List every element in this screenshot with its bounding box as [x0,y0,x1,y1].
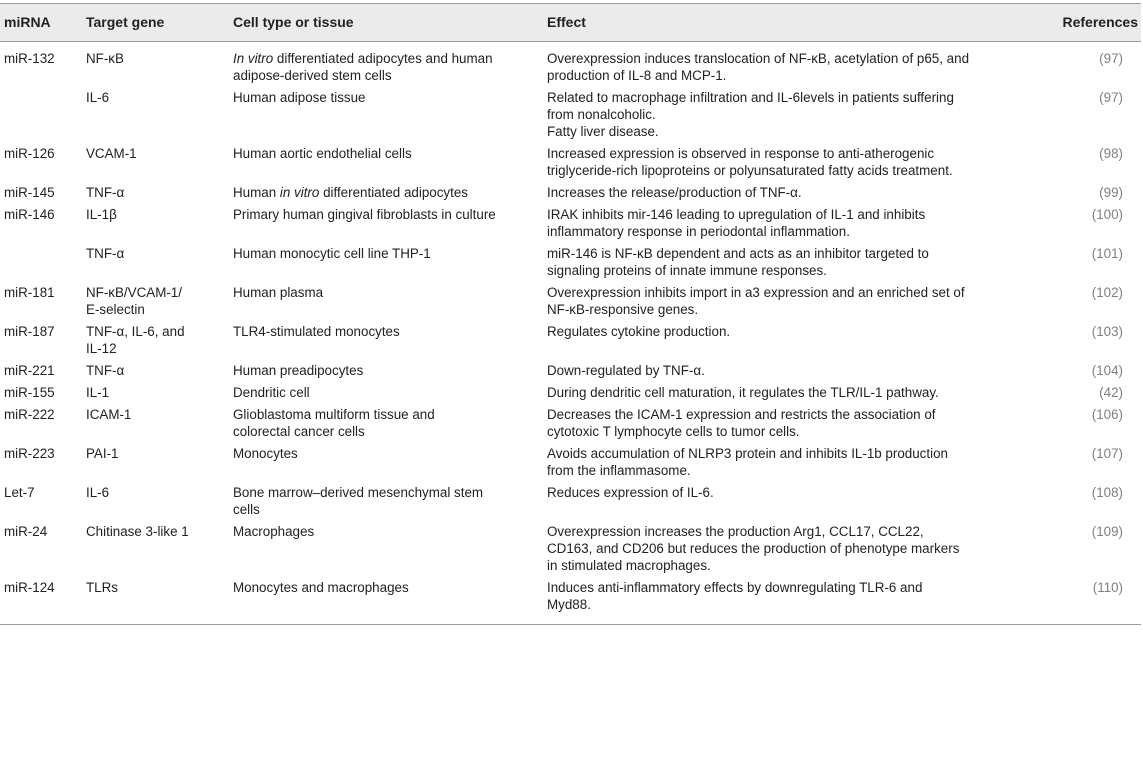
cell-text: differentiated adipocytes and human [273,51,493,66]
cell-text-line: Overexpression induces translocation of NF-κB, acetylation of p65, and [547,51,970,66]
reference-link[interactable]: (106) [1091,407,1123,422]
cell-text-line: Primary human gingival fibroblasts in culture [233,207,496,222]
table-row [0,321,1141,360]
reference-link[interactable]: (101) [1091,246,1123,261]
cell-cell-type [229,443,543,482]
table-body [0,42,1141,625]
cell-mirna: miR-146 [4,207,55,222]
cell-target-gene [82,282,229,321]
cell-target-gene [82,577,229,625]
cell-text-line [233,184,543,201]
cell-mirna [0,243,82,282]
table-row [0,42,1141,88]
cell-effect [543,42,1051,88]
cell-text-line: Human preadipocytes [233,363,364,378]
header-row [0,4,1141,42]
table-row [0,382,1141,404]
reference-link[interactable]: (108) [1091,485,1123,500]
cell-text-line: NF-κB [86,51,124,66]
table-row [0,243,1141,282]
cell-mirna: miR-221 [4,363,55,378]
cell-text-line: ICAM-1 [86,407,132,422]
cell-text-line: Macrophages [233,524,315,539]
cell-text-line: cells [233,502,260,517]
cell-cell-type [229,87,543,143]
cell-text-line: Overexpression inhibits import in a3 expression and an enriched set of [547,285,965,300]
reference-link[interactable]: (103) [1091,324,1123,339]
header-target-gene: Target gene [82,4,229,42]
cell-text-line: Down-regulated by TNF-α. [547,363,705,378]
cell-text-line: IL-12 [86,341,117,356]
reference-link[interactable]: (99) [1099,185,1123,200]
cell-cell-type [229,243,543,282]
cell-text-line [233,50,543,67]
cell-effect [543,404,1051,443]
italic-text: In vitro [233,51,274,66]
cell-text: Human [233,185,280,200]
cell-text-line: Regulates cytokine production. [547,324,731,339]
italic-text: in vitro [279,185,320,200]
cell-text-line: TNF-α [86,246,125,261]
reference-link[interactable]: (42) [1099,385,1123,400]
cell-text-line: TNF-α [86,185,125,200]
cell-cell-type [229,577,543,625]
table-row [0,182,1141,204]
cell-target-gene [82,521,229,577]
cell-text-line: IL-6 [86,90,110,105]
cell-cell-type [229,404,543,443]
cell-text-line: Chitinase 3-like 1 [86,524,189,539]
cell-target-gene [82,42,229,88]
cell-target-gene [82,482,229,521]
table-row [0,360,1141,382]
cell-effect [543,204,1051,243]
cell-text-line: Monocytes [233,446,298,461]
header-references: References [1051,4,1141,42]
cell-text-line: Overexpression increases the production Arg1, CCL17, CCL22, [547,524,924,539]
cell-target-gene [82,382,229,404]
table-row [0,143,1141,182]
cell-text-line: NF-κB/VCAM-1/ [86,285,182,300]
cell-text-line: Dendritic cell [233,385,310,400]
cell-text-line: signaling proteins of innate immune responses. [547,263,827,278]
cell-text-line: E-selectin [86,302,145,317]
cell-cell-type [229,282,543,321]
table-header [0,4,1141,42]
cell-mirna: miR-222 [4,407,55,422]
cell-text-line: from the inflammasome. [547,463,691,478]
cell-text-line: Glioblastoma multiform tissue and [233,407,435,422]
cell-text-line: TLR4-stimulated monocytes [233,324,400,339]
cell-target-gene [82,182,229,204]
cell-cell-type [229,360,543,382]
cell-effect [543,577,1051,625]
cell-cell-type [229,482,543,521]
table-row [0,482,1141,521]
cell-target-gene [82,443,229,482]
cell-cell-type [229,42,543,88]
cell-effect [543,321,1051,360]
cell-effect [543,282,1051,321]
cell-target-gene [82,321,229,360]
cell-text-line: NF-κB-responsive genes. [547,302,699,317]
cell-text-line: Avoids accumulation of NLRP3 protein and inhibits IL-1b production [547,446,948,461]
cell-text-line: TLRs [86,580,118,595]
cell-text-line: TNF-α [86,363,125,378]
cell-mirna: miR-126 [4,146,55,161]
reference-link[interactable]: (98) [1099,146,1123,161]
cell-mirna: miR-124 [0,577,82,625]
cell-target-gene [82,87,229,143]
cell-cell-type [229,204,543,243]
cell-text-line: Fatty liver disease. [547,124,659,139]
cell-text-line: During dendritic cell maturation, it regulates the TLR/IL-1 pathway. [547,385,939,400]
cell-mirna: miR-181 [4,285,55,300]
cell-cell-type [229,143,543,182]
cell-mirna: Let-7 [4,485,35,500]
cell-text-line: VCAM-1 [86,146,137,161]
reference-link[interactable]: (110) [1051,577,1141,625]
reference-link[interactable]: (97) [1099,90,1123,105]
cell-text-line: Bone marrow–derived mesenchymal stem [233,485,484,500]
reference-link[interactable]: (104) [1091,363,1123,378]
cell-text-line: PAI-1 [86,446,119,461]
cell-target-gene [82,243,229,282]
cell-cell-type [229,182,543,204]
cell-target-gene [82,404,229,443]
cell-mirna: miR-132 [4,51,55,66]
reference-link[interactable]: (102) [1091,285,1123,300]
cell-text-line: IL-1β [86,207,117,222]
cell-text-line: Myd88. [547,597,591,612]
cell-text-line: inflammatory response in periodontal inflammation. [547,224,850,239]
cell-mirna: miR-24 [4,524,48,539]
cell-cell-type [229,521,543,577]
cell-text-line: Monocytes and macrophages [233,580,409,595]
cell-effect [543,360,1051,382]
cell-effect [543,87,1051,143]
table-row [0,282,1141,321]
cell-text-line: TNF-α, IL-6, and [86,324,185,339]
cell-mirna: miR-187 [4,324,55,339]
table-row [0,87,1141,143]
cell-effect [543,521,1051,577]
cell-target-gene [82,204,229,243]
header-mirna: miRNA [0,4,82,42]
reference-link[interactable]: (100) [1091,207,1123,222]
cell-text-line: Reduces expression of IL-6. [547,485,714,500]
cell-effect [543,143,1051,182]
cell-text-line: IL-6 [86,485,110,500]
header-cell-type: Cell type or tissue [229,4,543,42]
cell-effect [543,182,1051,204]
table-row [0,404,1141,443]
cell-text-line: from nonalcoholic. [547,107,656,122]
cell-text-line: Induces anti-inflammatory effects by downregulating TLR-6 and [547,580,923,595]
cell-text-line: colorectal cancer cells [233,424,365,439]
reference-link[interactable]: (97) [1099,51,1123,66]
cell-text-line: adipose-derived stem cells [233,68,392,83]
cell-text-line: Increases the release/production of TNF-α. [547,185,802,200]
cell-effect [543,243,1051,282]
cell-text-line: IRAK inhibits mir-146 leading to upregulation of IL-1 and inhibits [547,207,926,222]
header-effect: Effect [543,4,1051,42]
cell-effect [543,482,1051,521]
cell-text-line: Related to macrophage infiltration and IL-6levels in patients suffering [547,90,954,105]
cell-text-line: CD163, and CD206 but reduces the production of phenotype markers [547,541,960,556]
cell-mirna: miR-223 [4,446,55,461]
cell-text-line: cytotoxic T lymphocyte cells to tumor cells. [547,424,800,439]
cell-mirna: miR-155 [4,385,55,400]
cell-effect [543,382,1051,404]
mirna-target-table [0,3,1141,625]
cell-text-line: Human monocytic cell line THP-1 [233,246,431,261]
table-row [0,443,1141,482]
table-row [0,577,1141,625]
cell-text-line: Decreases the ICAM-1 expression and restricts the association of [547,407,936,422]
cell-text-line: Increased expression is observed in response to anti-atherogenic [547,146,935,161]
cell-text-line: production of IL-8 and MCP-1. [547,68,727,83]
cell-text-line: Human plasma [233,285,324,300]
cell-mirna: miR-145 [4,185,55,200]
reference-link[interactable]: (109) [1091,524,1123,539]
table-row [0,204,1141,243]
cell-cell-type [229,321,543,360]
cell-text-line: triglyceride-rich lipoproteins or polyunsaturated fatty acids treatment. [547,163,953,178]
cell-text-line: Human aortic endothelial cells [233,146,412,161]
reference-link[interactable]: (107) [1091,446,1123,461]
cell-effect [543,443,1051,482]
cell-text-line: IL-1 [86,385,110,400]
cell-target-gene [82,360,229,382]
cell-text-line: Human adipose tissue [233,90,366,105]
cell-target-gene [82,143,229,182]
cell-cell-type [229,382,543,404]
cell-mirna [0,87,82,143]
cell-text-line: in stimulated macrophages. [547,558,711,573]
table-row [0,521,1141,577]
cell-text: differentiated adipocytes [319,185,468,200]
cell-text-line: miR-146 is NF-κB dependent and acts as an inhibitor targeted to [547,246,929,261]
